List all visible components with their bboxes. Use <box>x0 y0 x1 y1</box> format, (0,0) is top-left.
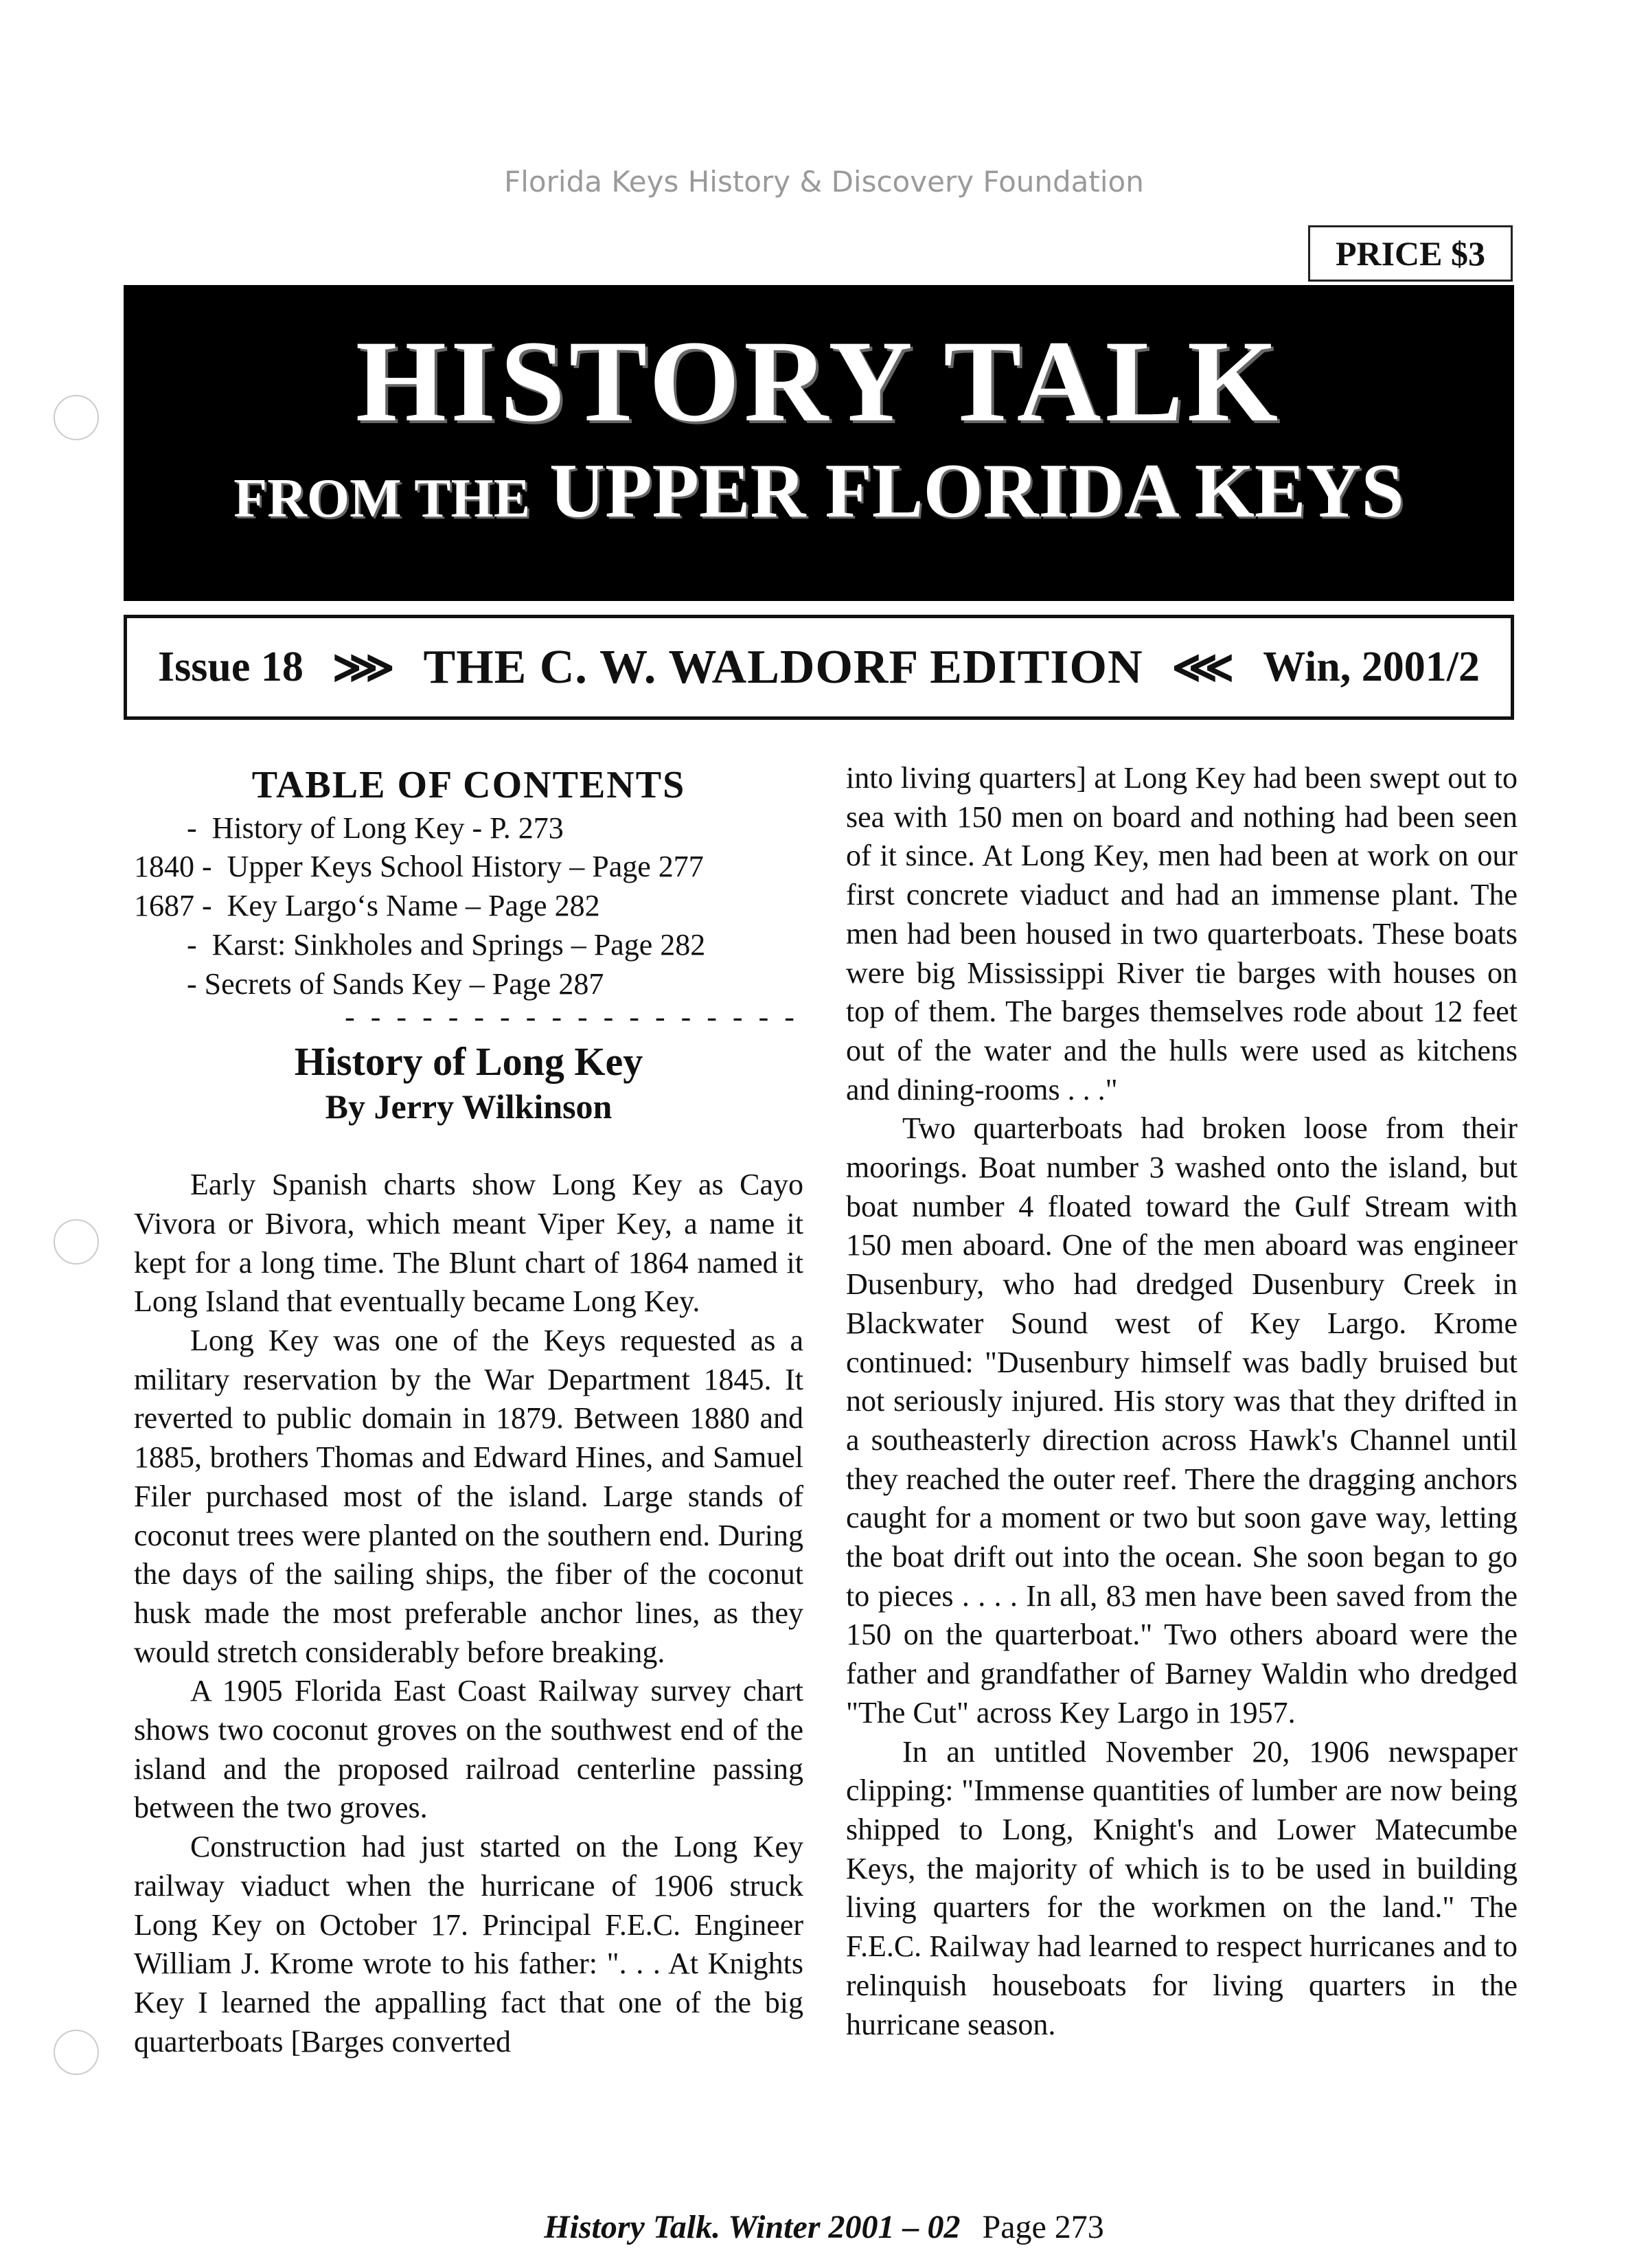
fan-ornament-icon: ⋘ <box>1171 642 1235 692</box>
issue-date: Win, 2001/2 <box>1263 644 1480 690</box>
issue-bar <box>124 615 1514 720</box>
toc-item: 1840 - Upper Keys School History – Page 277 <box>134 850 704 884</box>
paragraph: Construction had just started on the Long Key railway viaduct when the hurricane of 1906 struck Long Key on October 17. Principal F.E.C. Engineer William J. Krome wrote to his father: ". . . At Knights Key I learned the appalling fact that one of the big quarterboats [Barges converted <box>134 1830 803 2059</box>
article-title: History of Long Key <box>294 1039 643 1085</box>
watermark: Florida Keys History & Discovery Foundation <box>504 165 1144 199</box>
paragraph: Long Key was one of the Keys requested as a military reservation by the War Department 1845. It reverted to public domain in 1879. Between 1880 and 1885, brothers Thomas and Edward Hines, and Samuel Filer purchased most of the island. Large stands of coconut trees were planted on the southern end. During the days of the sailing ships, the fiber of the coconut husk made the most preferable anchor lines, as they would stretch considerably before breaking. <box>134 1324 803 1669</box>
masthead-region: UPPER FLORIDA KEYS <box>549 449 1404 534</box>
binder-hole <box>54 395 99 440</box>
masthead <box>124 285 1514 601</box>
masthead-title: HISTORY TALK <box>355 317 1283 446</box>
edition-title: THE C. W. WALDORF EDITION <box>423 640 1143 694</box>
paragraph: Two quarterboats had broken loose from their moorings. Boat number 3 washed onto the island, but boat number 4 floated toward the Gulf Stream with 150 men aboard. One of the men aboard was engineer Dusenbury, who had dredged Dusenbury Creek in Blackwater Sound west of Key Largo. Krome continued: "Dusenbury himself was badly bruised but not seriously injured. His story was that they drifted in a southeasterly direction across Hawk's Channel until they reached the outer reef. There the dragging anchors caught for a moment or two but soon gave way, letting the boat drift out into the ocean. She soon began to go to pieces . . . . In all, 83 men have been saved from the 150 on the quarterboat." Two others aboard were the father and grandfather of Barney Waldin who dredged "The Cut" across Key Largo in 1957. <box>846 1111 1518 1730</box>
toc-divider: - - - - - - - - - - - - - - - - - - <box>345 1000 799 1034</box>
binder-hole <box>54 1219 99 1265</box>
fan-ornament-icon: ⋙ <box>332 642 395 692</box>
toc-item: 1687 - Key Largo‘s Name – Page 282 <box>134 889 600 923</box>
paragraph: Early Spanish charts show Long Key as Cayo Vivora or Bivora, which meant Viper Key, a name it kept for a long time. The Blunt chart of 1864 named it Long Island that eventually became Long Key. <box>134 1168 803 1319</box>
article-byline: By Jerry Wilkinson <box>325 1087 613 1126</box>
toc-item: - History of Long Key - P. 273 <box>134 810 564 845</box>
footer-publication: History Talk. Winter 2001 – 02 <box>544 2209 961 2245</box>
left-column <box>134 766 803 2061</box>
toc-item: - Secrets of Sands Key – Page 287 <box>134 966 604 1001</box>
paragraph: A 1905 Florida East Coast Railway survey chart shows two coconut groves on the southwest end of the island and the proposed railroad centerline passing between the two groves. <box>134 1674 803 1825</box>
right-column <box>846 759 1518 2044</box>
masthead-subtitle <box>124 446 1514 543</box>
toc-item: - Karst: Sinkholes and Springs – Page 282 <box>134 927 706 962</box>
binder-hole <box>54 2030 99 2075</box>
toc-heading: TABLE OF CONTENTS <box>251 764 686 806</box>
table-of-contents <box>134 809 803 1004</box>
page-footer <box>0 2208 1648 2246</box>
masthead-from-the: FROM THE <box>233 468 531 529</box>
price-box: PRICE $3 <box>1308 225 1513 282</box>
footer-page-number: Page 273 <box>982 2209 1104 2245</box>
paragraph: into living quarters] at Long Key had been swept out to sea with 150 men on board and nothing had been seen of it since. At Long Key, men had been at work on our first concrete viaduct and had an immense plant. The men had been housed in two quarterboats. These boats were big Mississippi River tie barges with houses on top of them. The barges themselves rode about 12 feet out of the water and the hulls were used as kitchens and dining-rooms . . ." <box>846 761 1518 1107</box>
issue-number: Issue 18 <box>158 644 304 690</box>
paragraph: In an untitled November 20, 1906 newspaper clipping: "Immense quantities of lumber are now being shipped to Long, Knight's and Lower Matecumbe Keys, the majority of which is to be used in building living quarters for the workmen on the land." The F.E.C. Railway had learned to respect hurricanes and to relinquish houseboats for living quarters in the hurricane season. <box>846 1734 1518 2041</box>
